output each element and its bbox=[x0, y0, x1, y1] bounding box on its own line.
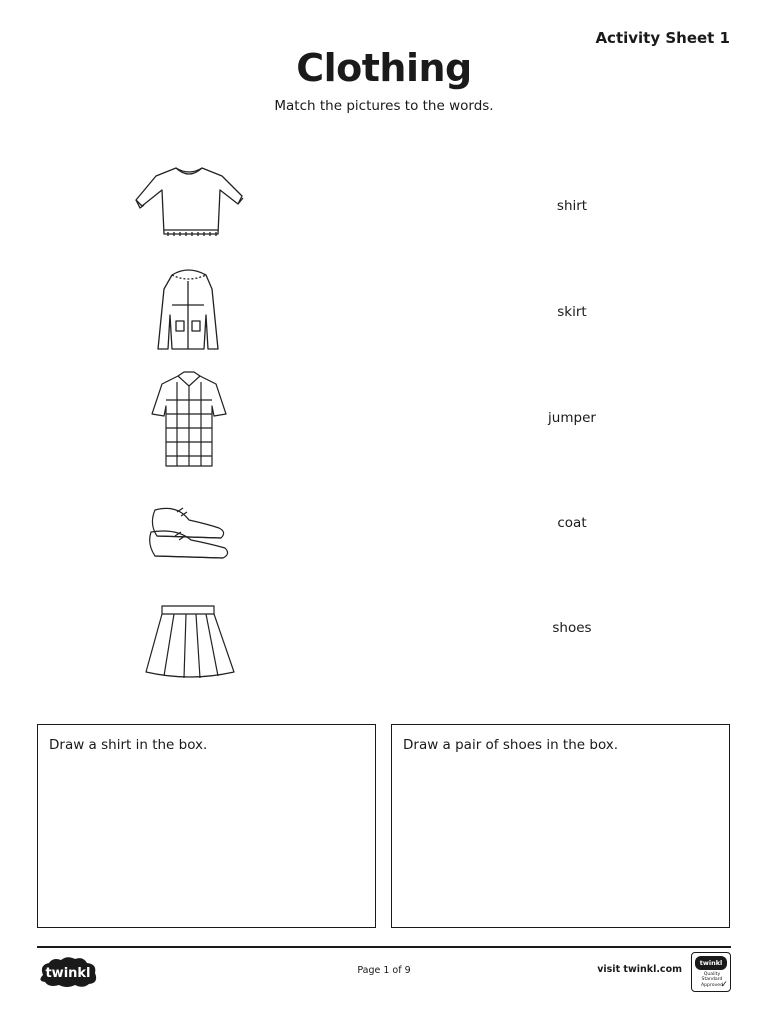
word-item: skirt bbox=[557, 304, 587, 320]
word-item: jumper bbox=[548, 410, 596, 426]
instruction-text: Match the pictures to the words. bbox=[274, 98, 494, 114]
shirt-picture bbox=[146, 370, 232, 470]
draw-shoes-box[interactable] bbox=[391, 724, 730, 928]
draw-shoes-prompt: Draw a pair of shoes in the box. bbox=[403, 737, 619, 753]
skirt-icon bbox=[144, 600, 236, 684]
word-item: coat bbox=[557, 515, 587, 531]
draw-shirt-box[interactable] bbox=[37, 724, 376, 928]
page-title: Clothing bbox=[296, 46, 472, 90]
draw-shirt-prompt: Draw a shirt in the box. bbox=[49, 737, 208, 753]
shoes-picture bbox=[147, 498, 231, 564]
jumper-icon bbox=[130, 160, 248, 240]
footer-divider bbox=[37, 946, 731, 948]
page-number: Page 1 of 9 bbox=[357, 965, 411, 976]
badge-line-1: Quality Standard bbox=[701, 972, 723, 983]
coat-picture bbox=[150, 265, 226, 355]
website-link[interactable]: visit twinkl.com bbox=[597, 964, 682, 975]
logo-text: twinkl bbox=[45, 966, 91, 981]
skirt-picture bbox=[144, 600, 236, 684]
activity-sheet-label: Activity Sheet 1 bbox=[595, 29, 730, 47]
shoes-icon bbox=[147, 498, 231, 564]
badge-logo-text: twinkl bbox=[695, 956, 727, 970]
word-item: shoes bbox=[552, 620, 592, 636]
jumper-picture bbox=[130, 160, 248, 240]
shirt-icon bbox=[146, 370, 232, 470]
coat-icon bbox=[150, 265, 226, 355]
checkmark-icon: ✓ bbox=[720, 980, 728, 990]
quality-badge bbox=[691, 952, 731, 992]
badge-line-2: Approved bbox=[700, 982, 724, 988]
word-item: shirt bbox=[556, 198, 588, 214]
